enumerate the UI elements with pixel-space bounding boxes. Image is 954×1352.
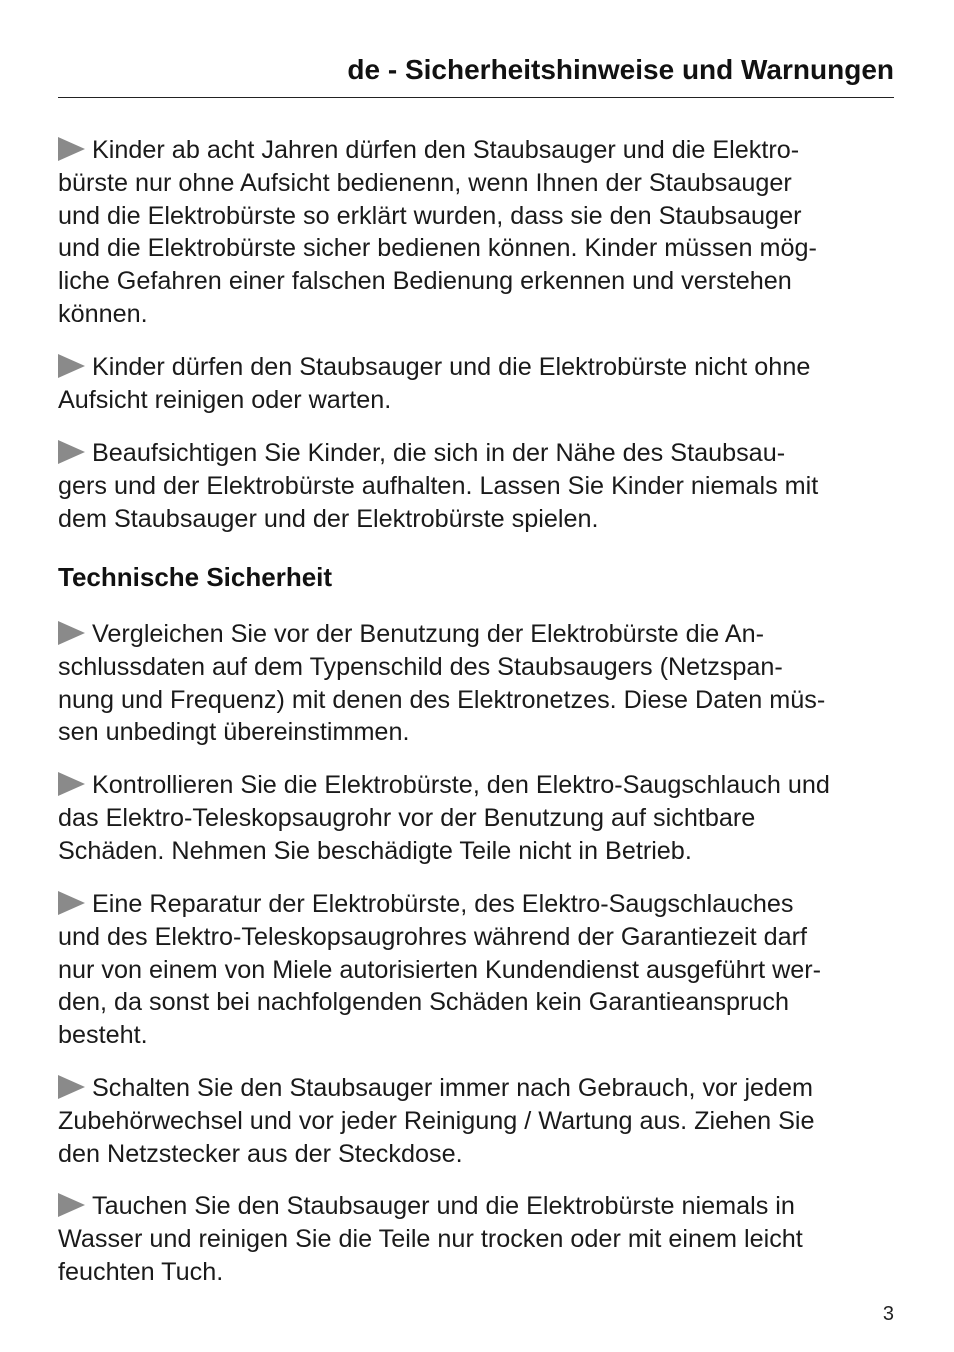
header-divider	[58, 97, 894, 98]
paragraph-line	[58, 134, 898, 167]
paragraph-text: Eine Reparatur der Elektrobürste, des Elektro-Saugschlauches	[92, 890, 794, 918]
paragraph-line: den, da sonst bei nachfolgenden Schäden kein Garantieanspruch	[58, 988, 789, 1017]
paragraph-line: liche Gefahren einer falschen Bedienung erkennen und verstehen	[58, 267, 792, 296]
paragraph-line: schlussdaten auf dem Typenschild des Staubsaugers (Netzspan-	[58, 652, 783, 681]
triangle-right-icon	[58, 354, 85, 378]
paragraph-line	[58, 437, 898, 470]
paragraph-line: feuchten Tuch.	[58, 1257, 224, 1286]
paragraph-line: besteht.	[58, 1021, 148, 1050]
safety-paragraph-inspect-damage	[58, 769, 898, 867]
paragraph-text: Kontrollieren Sie die Elektrobürste, den Elektro-Saugschlauch und	[92, 771, 830, 799]
triangle-right-icon	[58, 137, 85, 161]
triangle-right-icon	[58, 440, 85, 464]
section-heading-technical-safety: Technische Sicherheit	[58, 562, 333, 592]
page-number: 3	[882, 1303, 894, 1325]
paragraph-line: und die Elektrobürste sicher bedienen können. Kinder müssen mög-	[58, 234, 817, 263]
paragraph-line: Wasser und reinigen Sie die Teile nur trocken oder mit einem leicht	[58, 1224, 803, 1253]
paragraph-line: können.	[58, 299, 148, 328]
paragraph-line: bürste nur ohne Aufsicht bedienenn, wenn Ihnen der Staubsauger	[58, 168, 792, 197]
triangle-right-icon	[58, 772, 85, 796]
paragraph-line: und die Elektrobürste so erklärt wurden, dass sie den Staubsauger	[58, 201, 802, 230]
paragraph-line: nur von einem von Miele autorisierten Kundendienst ausgeführt wer-	[58, 955, 822, 984]
safety-paragraph-children-supervision	[58, 437, 898, 535]
paragraph-line: nung und Frequenz) mit denen des Elektronetzes. Diese Daten müs-	[58, 685, 826, 714]
safety-paragraph-repair-warranty	[58, 888, 898, 1052]
paragraph-text: Kinder dürfen den Staubsauger und die Elektrobürste nicht ohne	[92, 353, 811, 381]
page-header-title: de - Sicherheitshinweise und Warnungen	[347, 54, 894, 85]
paragraph-line: das Elektro-Teleskopsaugrohr vor der Benutzung auf sichtbare	[58, 803, 756, 832]
paragraph-line	[58, 888, 898, 921]
paragraph-text: Vergleichen Sie vor der Benutzung der Elektrobürste die An-	[92, 620, 765, 648]
paragraph-line	[58, 351, 898, 384]
paragraph-text: Kinder ab acht Jahren dürfen den Staubsauger und die Elektro-	[92, 136, 800, 164]
safety-paragraph-no-water	[58, 1190, 898, 1288]
safety-paragraph-children-cleaning	[58, 351, 898, 417]
paragraph-line: Zubehörwechsel und vor jeder Reinigung / Wartung aus. Ziehen Sie	[58, 1106, 815, 1135]
paragraph-line: und des Elektro-Teleskopsaugrohres während der Garantiezeit darf	[58, 922, 808, 951]
paragraph-line	[58, 1072, 898, 1105]
paragraph-line: den Netzstecker aus der Steckdose.	[58, 1139, 463, 1168]
safety-paragraph-switch-off	[58, 1072, 898, 1170]
paragraph-text: Schalten Sie den Staubsauger immer nach Gebrauch, vor jedem	[92, 1074, 814, 1102]
paragraph-line: dem Staubsauger und der Elektrobürste spielen.	[58, 504, 599, 533]
paragraph-text: Beaufsichtigen Sie Kinder, die sich in der Nähe des Staubsau-	[92, 439, 786, 467]
paragraph-line: Schäden. Nehmen Sie beschädigte Teile nicht in Betrieb.	[58, 836, 692, 865]
triangle-right-icon	[58, 1193, 85, 1217]
triangle-right-icon	[58, 1075, 85, 1099]
safety-paragraph-connection-data	[58, 618, 898, 749]
paragraph-line: Aufsicht reinigen oder warten.	[58, 385, 392, 414]
triangle-right-icon	[58, 891, 85, 915]
paragraph-line: sen unbedingt übereinstimmen.	[58, 718, 410, 747]
paragraph-line: gers und der Elektrobürste aufhalten. Lassen Sie Kinder niemals mit	[58, 471, 819, 500]
paragraph-text: Tauchen Sie den Staubsauger und die Elektrobürste niemals in	[92, 1192, 795, 1220]
safety-paragraph-children-operation	[58, 134, 898, 331]
paragraph-line	[58, 618, 898, 651]
paragraph-line	[58, 769, 898, 802]
paragraph-line	[58, 1190, 898, 1223]
triangle-right-icon	[58, 621, 85, 645]
